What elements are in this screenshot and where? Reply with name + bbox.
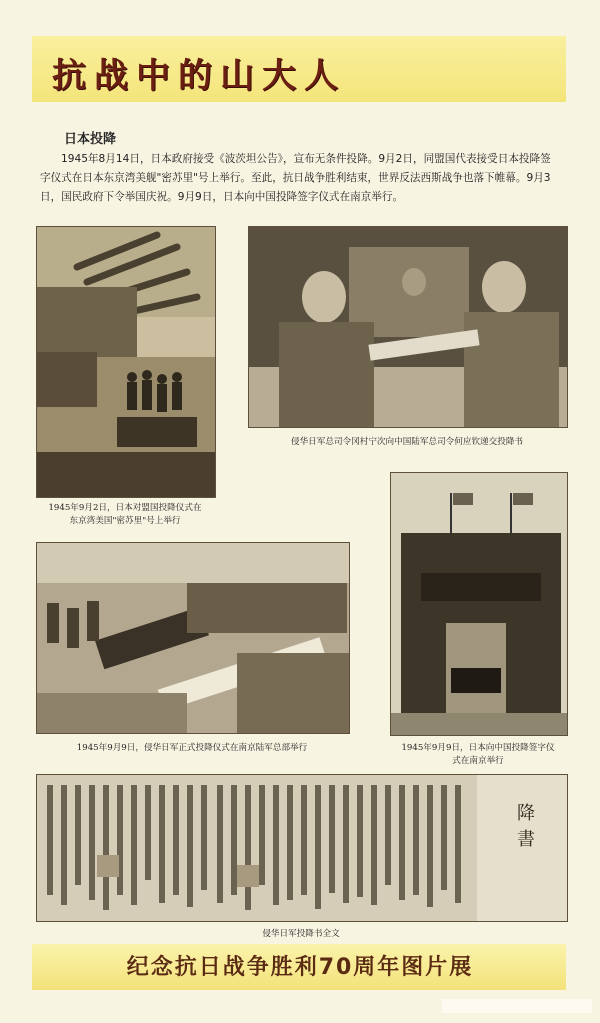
caption-missouri-surrender (36, 502, 214, 528)
caption-surrender-handover: 侵华日军总司令冈村宁次向中国陆军总司令何应钦递交投降书 (290, 437, 524, 447)
photo-nanjing-gate (390, 472, 568, 736)
caption-line: 1945年9月2日，日本对盟国投降仪式在 (48, 503, 202, 513)
intro-paragraph: 1945年8月14日，日本政府接受《波茨坦公告》，宣布无条件投降。9月2日，同盟国代表接受日本投降签字仪式在日本东京湾美舰"密苏里"号上举行。至此，抗日战争胜利结束，世界反法西斯战争也落下帷幕。9月3日，国民政府下令举国庆祝。9月9日，日本向中国投降签字仪式在南京举行。 (40, 153, 551, 203)
caption-line: 式在南京举行 (452, 756, 504, 766)
caption-line: 东京湾美国"密苏里"号上举行 (69, 516, 181, 526)
caption-nanjing-ceremony-hall: 1945年9月9日，侵华日军正式投降仪式在南京陆军总部举行 (76, 743, 308, 753)
photo-missouri-surrender (36, 226, 216, 498)
photo-surrender-document (36, 774, 568, 922)
caption-surrender-document: 侵华日军投降书全文 (262, 929, 340, 939)
watermark (442, 999, 592, 1013)
photo-nanjing-ceremony-hall (36, 542, 350, 734)
caption-nanjing-gate (390, 742, 566, 768)
caption-line: 1945年9月9日，日本向中国投降签字仪 (401, 743, 555, 753)
section-heading: 日本投降 (64, 132, 117, 147)
exhibition-title: 纪念抗日战争胜利70周年图片展 (126, 955, 474, 980)
page-title: 抗战中的山大人 (52, 56, 346, 96)
document-heading: 降書 (517, 803, 535, 850)
photo-surrender-handover (248, 226, 568, 428)
